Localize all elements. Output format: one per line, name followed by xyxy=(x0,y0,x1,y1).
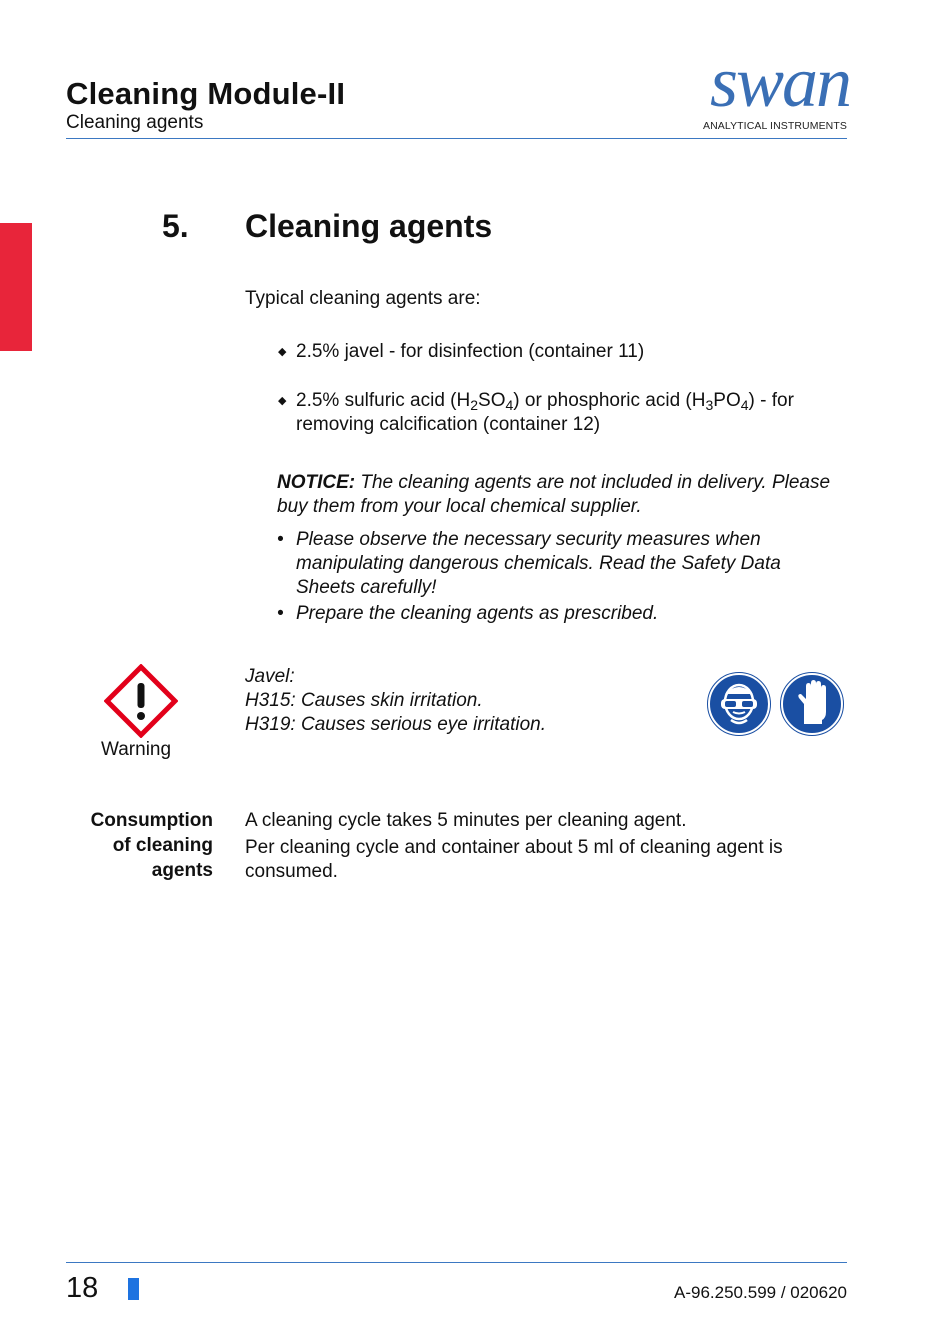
bullet-dot-icon: • xyxy=(277,529,284,550)
signal-word: Warning xyxy=(101,739,172,760)
hazard-statements xyxy=(245,665,546,737)
eye-protection-icon xyxy=(707,672,771,736)
diamond-bullet-icon: ◆ xyxy=(278,346,287,358)
swan-logo: swan xyxy=(709,42,850,122)
notice-block xyxy=(277,471,837,519)
hazard-line: Javel: xyxy=(245,666,295,687)
document-code: A-96.250.599 / 020620 xyxy=(674,1283,847,1302)
list-item-text: 2.5% sulfuric acid $(H_2SO_4)$ or phosphoric acid $(H_3PO_4)$ - for removing calcification (container 12) xyxy=(296,390,794,435)
header-divider xyxy=(66,138,847,139)
page-number: 18 xyxy=(66,1272,99,1304)
hand-protection-icon xyxy=(780,672,844,736)
notice-item-text: Prepare the cleaning agents as prescribed. xyxy=(296,603,659,624)
consumption-line: Per cleaning cycle and container about 5 ml of cleaning agent is consumed. xyxy=(245,837,783,882)
consumption-text xyxy=(245,809,835,884)
section-number: 5. xyxy=(162,208,189,244)
section-title: Cleaning agents xyxy=(245,208,493,244)
document-subtitle: Cleaning agents xyxy=(66,112,204,133)
notice-label: NOTICE: xyxy=(277,472,356,493)
list-item-text: 2.5% javel - for disinfection (container 11) xyxy=(296,341,645,362)
notice-item-text: Please observe the necessary security measures when manipulating dangerous chemicals. Read the Safety Data Sheets carefully! xyxy=(296,529,781,598)
consumption-label: Consumption of cleaning agents xyxy=(90,810,213,881)
intro-text: Typical cleaning agents are: xyxy=(245,288,481,309)
bullet-dot-icon: • xyxy=(277,603,284,624)
chapter-side-tab xyxy=(0,223,32,351)
diamond-bullet-icon: ◆ xyxy=(278,395,287,407)
hazard-line: H315: Causes skin irritation. xyxy=(245,690,483,711)
page-marker xyxy=(128,1278,139,1300)
logo-tagline: ANALYTICAL INSTRUMENTS xyxy=(703,120,847,132)
hazard-line: H319: Causes serious eye irritation. xyxy=(245,714,546,735)
consumption-line: A cleaning cycle takes 5 minutes per cleaning agent. xyxy=(245,810,687,831)
footer-divider xyxy=(66,1262,847,1263)
document-title: Cleaning Module-II xyxy=(66,76,346,111)
ghs-exclamation-icon xyxy=(104,664,178,738)
notice-text: The cleaning agents are not included in delivery. Please buy them from your local chemical supplier. xyxy=(277,472,831,517)
